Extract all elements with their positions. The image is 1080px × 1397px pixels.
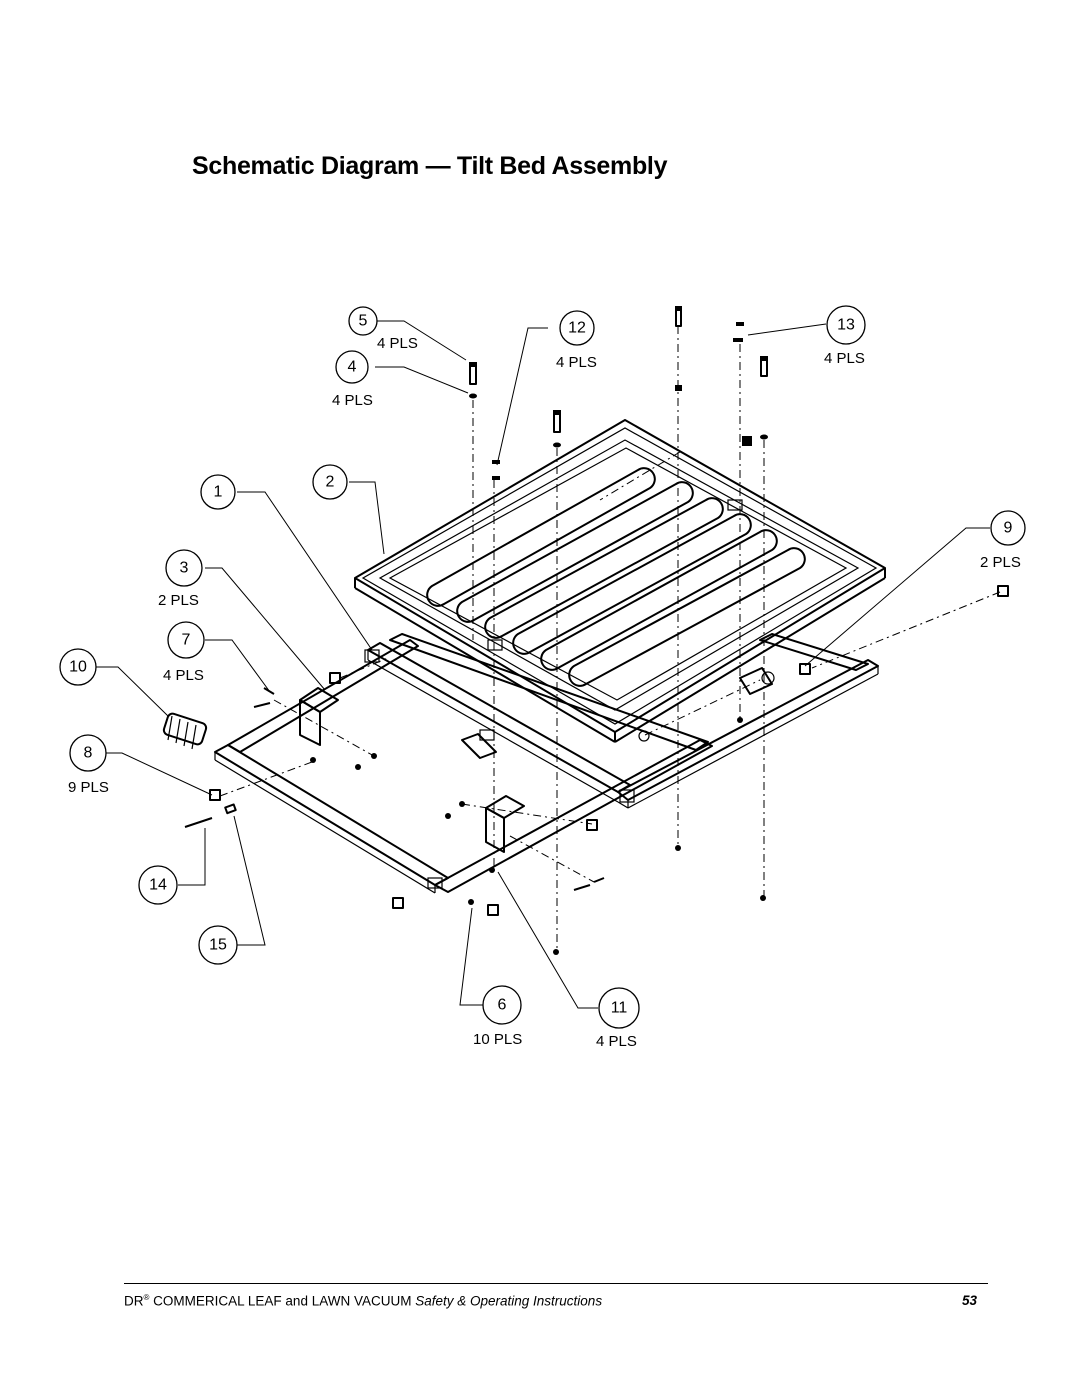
footer-product: COMMERICAL LEAF and LAWN VACUUM <box>149 1293 416 1309</box>
svg-text:3: 3 <box>179 559 189 577</box>
svg-text:4: 4 <box>347 358 357 376</box>
page-number: 53 <box>962 1293 978 1308</box>
callout-11 <box>599 988 639 1028</box>
callout-13 <box>827 306 865 344</box>
registered-mark: ® <box>143 1293 150 1302</box>
bracket-left <box>300 688 338 745</box>
callout-5 <box>349 307 377 335</box>
qty-6: 10 PLS <box>473 1031 523 1048</box>
callout-4 <box>336 351 368 383</box>
callout-6 <box>483 986 521 1024</box>
callout-3 <box>166 550 202 586</box>
footer-brand: DR <box>124 1293 144 1309</box>
latch-part <box>462 668 774 758</box>
svg-text:1: 1 <box>213 483 223 501</box>
svg-text:10: 10 <box>69 658 87 676</box>
svg-text:2: 2 <box>325 473 335 491</box>
callout-15 <box>199 926 237 964</box>
callout-9 <box>991 511 1025 545</box>
callout-1 <box>201 475 235 509</box>
svg-text:12: 12 <box>568 319 586 337</box>
svg-text:13: 13 <box>837 316 855 334</box>
callout-12 <box>560 311 594 345</box>
svg-text:15: 15 <box>209 936 227 954</box>
spring-part <box>163 712 208 749</box>
svg-text:8: 8 <box>83 744 93 762</box>
footer-doc-type: Safety & Operating Instructions <box>415 1293 603 1309</box>
svg-text:6: 6 <box>497 996 507 1014</box>
qty-4: 4 PLS <box>332 392 373 409</box>
svg-text:9: 9 <box>1003 519 1013 537</box>
svg-text:11: 11 <box>610 999 628 1017</box>
bracket-right <box>486 796 524 852</box>
qty-13: 4 PLS <box>824 350 865 367</box>
callout-2 <box>313 465 347 499</box>
qty-9: 2 PLS <box>980 554 1021 571</box>
callout-7 <box>168 622 204 658</box>
footer-text <box>124 1293 602 1309</box>
qty-12: 4 PLS <box>556 354 597 371</box>
footer-rule <box>124 1283 988 1284</box>
qty-3: 2 PLS <box>158 592 199 609</box>
svg-text:14: 14 <box>149 876 167 894</box>
hardware <box>185 306 1008 955</box>
qty-8: 9 PLS <box>68 779 109 796</box>
callout-10 <box>60 649 96 685</box>
callout-8 <box>70 735 106 771</box>
qty-5: 4 PLS <box>377 335 418 352</box>
svg-text:5: 5 <box>358 312 368 330</box>
callout-14 <box>139 866 177 904</box>
page-title: Schematic Diagram — Tilt Bed Assembly <box>192 152 668 180</box>
qty-11: 4 PLS <box>596 1033 637 1050</box>
svg-text:7: 7 <box>181 631 191 649</box>
frame <box>215 634 878 893</box>
qty-7: 4 PLS <box>163 667 204 684</box>
